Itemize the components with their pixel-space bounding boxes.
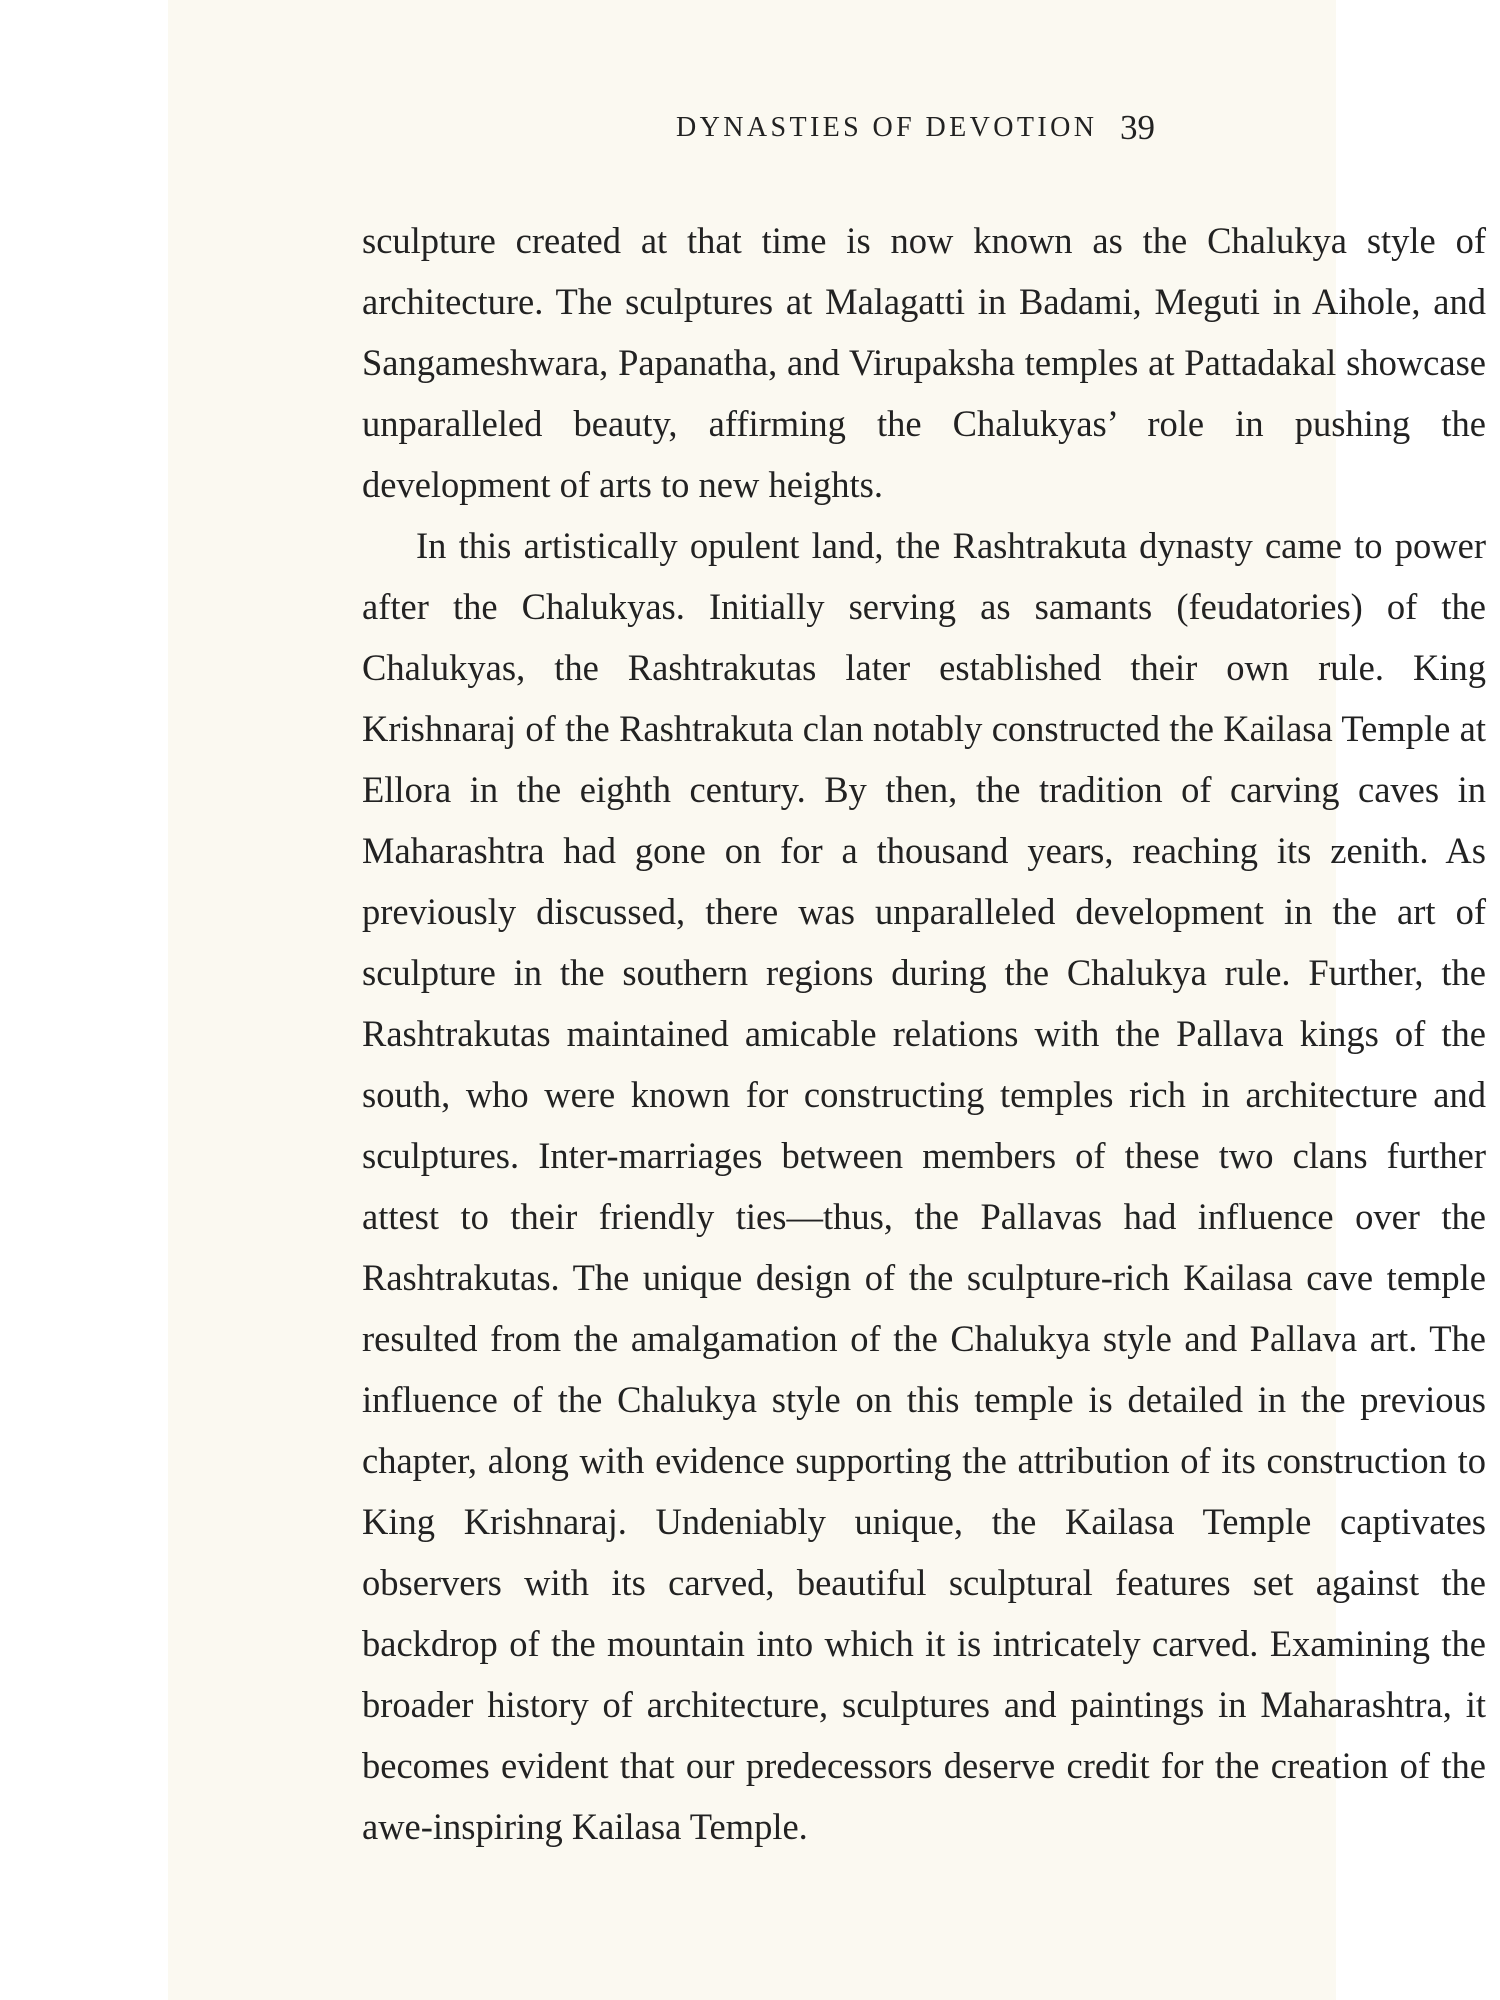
body-text xyxy=(362,210,1486,1857)
paragraph-continued: sculpture created at that time is now known as the Chalukya style of architecture. The sculptures at Malagatti in Badami, Meguti in Aihole, and Sangameshwara, Papanatha, and Virupaksha temples at Pattadakal showcase unparalleled beauty, affirming the Chalukyas’ role in pushing the development of arts to new heights. xyxy=(362,220,1486,505)
paragraph: In this artistically opulent land, the Rashtrakuta dynasty came to power after the Chalukyas. Initially serving as samants (feudatories) of the Chalukyas, the Rashtrakutas later established their own rule. King Krishnaraj of the Rashtrakuta clan notably constructed the Kailasa Temple at Ellora in the eighth century. By then, the tradition of carving caves in Maharashtra had gone on for a thousand years, reaching its zenith. As previously discussed, there was unparalleled development in the art of sculpture in the southern regions during the Chalukya rule. Further, the Rashtrakutas maintained amicable relations with the Pallava kings of the south, who were known for constructing temples rich in architecture and sculptures. Inter-marriages between members of these two clans further attest to their friendly ties—thus, the Pallavas had influence over the Rashtrakutas. The unique design of the sculpture-rich Kailasa cave temple resulted from the amalgamation of the Chalukya style and Pallava art. The influence of the Chalukya style on this temple is detailed in the previous chapter, along with evidence supporting the attribution of its construction to King Krishnaraj. Undeniably unique, the Kailasa Temple captivates observers with its carved, beautiful sculptural features set against the backdrop of the mountain into which it is intricately carved. Examining the broader history of architecture, sculptures and paintings in Maharashtra, it becomes evident that our predecessors deserve credit for the creation of the awe-inspiring Kailasa Temple. xyxy=(362,525,1486,1847)
page-number: 39 xyxy=(1120,108,1155,147)
running-header-title: DYNASTIES OF DEVOTION xyxy=(676,112,1098,143)
book-page xyxy=(168,0,1486,2000)
